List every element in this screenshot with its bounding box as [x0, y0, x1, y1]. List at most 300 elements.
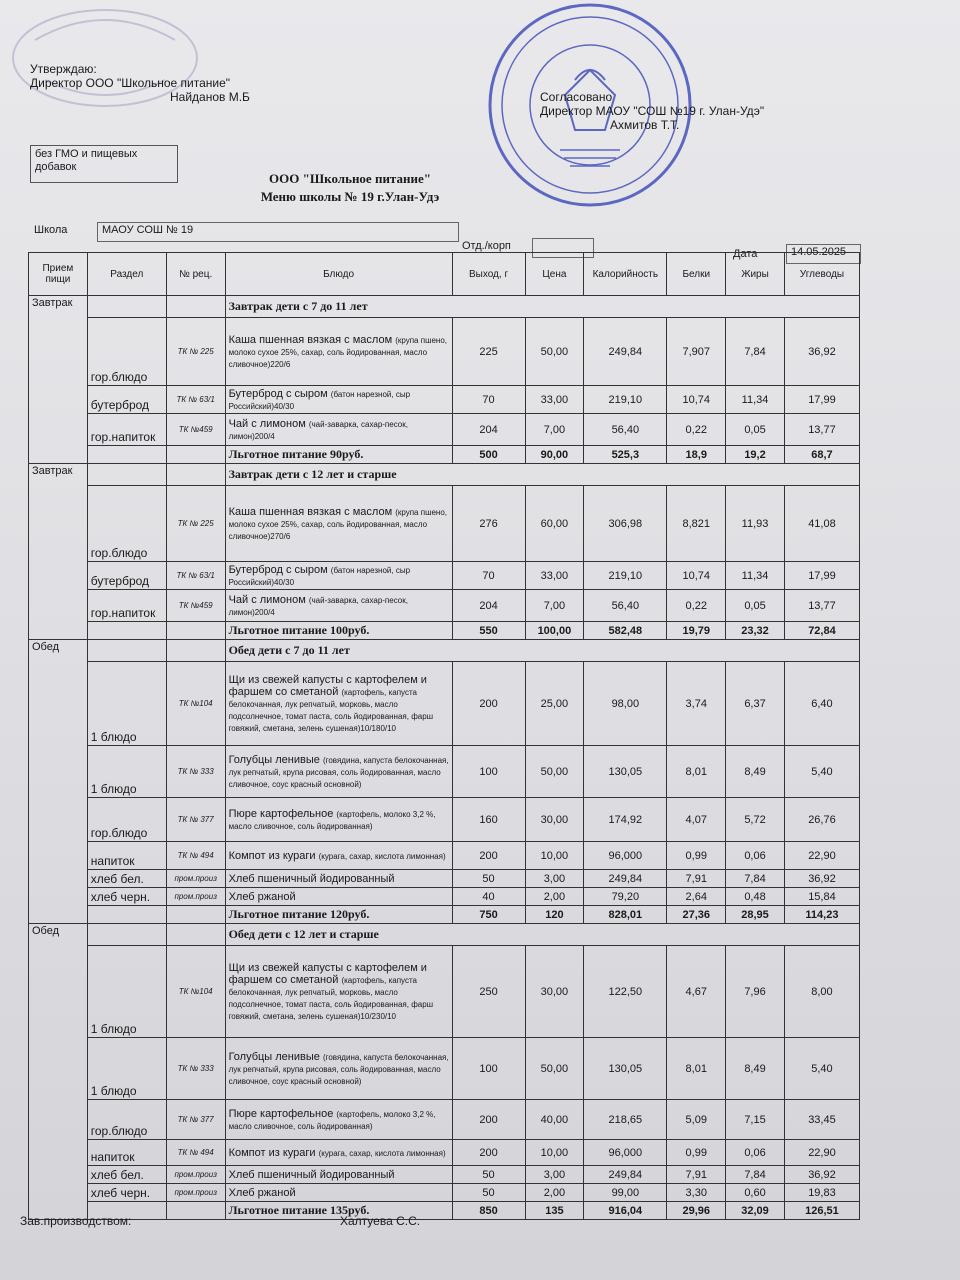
value-protein: 4,07	[667, 798, 726, 842]
approval-block	[30, 62, 280, 104]
section-cell	[87, 622, 166, 640]
dish-name: Бутерброд с сыром	[228, 387, 328, 400]
meal-cell: Завтрак	[29, 296, 88, 464]
value-carbs: 6,40	[784, 662, 859, 746]
table-row	[29, 1140, 860, 1166]
meal-cell: Завтрак	[29, 464, 88, 640]
value-kcal: 306,98	[584, 486, 667, 562]
value-yield: 50	[452, 1184, 525, 1202]
dish-ingredients: (говядина, капуста белокочанная, лук репчатый, крупа рисовая, соль йодированная, масло сливочное, соус красный основной)	[228, 1052, 449, 1086]
value-kcal: 249,84	[584, 318, 667, 386]
value-carbs: 8,00	[784, 946, 859, 1038]
total-label: Льготное питание 135руб.	[225, 1202, 452, 1220]
approval-role: Директор ООО "Школьное питание"	[30, 76, 231, 90]
dish-ingredients: (чай-заварка, сахар-песок, лимон)200/4	[228, 595, 408, 617]
group-total-row	[29, 622, 860, 640]
total-carbs: 126,51	[784, 1202, 859, 1220]
dept-label: Отд./корп	[462, 240, 511, 252]
agreement-role: Директор МАОУ "СОШ №19 г. Улан-Удэ"	[540, 104, 765, 118]
total-protein: 19,79	[667, 622, 726, 640]
agreement-title: Согласовано	[540, 90, 613, 104]
group-total-row	[29, 906, 860, 924]
recipe-cell: ТК №459	[166, 414, 225, 446]
section-cell: напиток	[87, 1140, 166, 1166]
meal-cell: Обед	[29, 924, 88, 1220]
dish-name: Чай с лимоном	[228, 593, 306, 606]
value-protein: 7,907	[667, 318, 726, 386]
meal-cell: Обед	[29, 640, 88, 924]
dish-name: Хлеб ржаной	[228, 890, 296, 903]
document-heading	[200, 170, 500, 206]
section-cell	[87, 924, 166, 946]
table-row	[29, 1166, 860, 1184]
company-name: ООО "Школьное питание"	[269, 171, 431, 186]
group-title: Завтрак дети с 12 лет и старше	[225, 464, 859, 486]
value-carbs: 36,92	[784, 1166, 859, 1184]
value-fat: 11,34	[726, 562, 785, 590]
value-carbs: 5,40	[784, 746, 859, 798]
dish-ingredients: (картофель, молоко 3,2 %, масло сливочное, соль йодированная)	[228, 1109, 436, 1131]
menu-table	[28, 252, 860, 1220]
dish-ingredients: (крупа пшено, молоко сухое 25%, сахар, соль йодированная, масло сливочное)220/6	[228, 335, 448, 369]
col-dish: Блюдо	[225, 253, 452, 296]
dish-name: Пюре картофельное	[228, 1107, 334, 1120]
total-yield: 850	[452, 1202, 525, 1220]
dish-name: Хлеб ржаной	[228, 1186, 296, 1199]
value-protein: 0,22	[667, 590, 726, 622]
recipe-cell: пром.произ	[166, 888, 225, 906]
table-row	[29, 1100, 860, 1140]
group-total-row	[29, 1202, 860, 1220]
value-protein: 0,22	[667, 414, 726, 446]
value-kcal: 96,000	[584, 842, 667, 870]
dish-name: Пюре картофельное	[228, 807, 334, 820]
value-fat: 5,72	[726, 798, 785, 842]
section-cell: бутерброд	[87, 386, 166, 414]
value-protein: 7,91	[667, 870, 726, 888]
dish-cell	[225, 662, 452, 746]
dish-name: Голубцы ленивые	[228, 1050, 320, 1063]
dish-name: Каша пшенная вязкая с маслом	[228, 333, 393, 346]
table-row	[29, 870, 860, 888]
value-carbs: 36,92	[784, 870, 859, 888]
total-protein: 27,36	[667, 906, 726, 924]
table-row	[29, 798, 860, 842]
value-carbs: 15,84	[784, 888, 859, 906]
value-yield: 225	[452, 318, 525, 386]
recipe-cell: ТК № 333	[166, 1038, 225, 1100]
dish-ingredients: (батон нарезной, сыр Российский)40/30	[228, 389, 411, 411]
value-price: 40,00	[525, 1100, 584, 1140]
value-kcal: 98,00	[584, 662, 667, 746]
value-carbs: 13,77	[784, 414, 859, 446]
section-cell: хлеб бел.	[87, 870, 166, 888]
dish-name: Бутерброд с сыром	[228, 563, 328, 576]
recipe-cell: ТК № 63/1	[166, 386, 225, 414]
dish-ingredients: (картофель, капуста белокочанная, лук репчатый, морковь, масло подсолнечное, томат паста, соль йодированная, фарш говяжий, сметана, зелень сушеная)10/180/10	[228, 687, 434, 733]
total-fat: 19,2	[726, 446, 785, 464]
dish-cell	[225, 1038, 452, 1100]
value-fat: 0,48	[726, 888, 785, 906]
value-fat: 7,84	[726, 318, 785, 386]
recipe-cell: ТК № 225	[166, 318, 225, 386]
recipe-cell: пром.произ	[166, 1184, 225, 1202]
recipe-cell: ТК № 333	[166, 746, 225, 798]
total-fat: 23,32	[726, 622, 785, 640]
value-price: 50,00	[525, 1038, 584, 1100]
section-cell: бутерброд	[87, 562, 166, 590]
value-fat: 7,96	[726, 946, 785, 1038]
recipe-cell	[166, 464, 225, 486]
section-cell: гор.напиток	[87, 414, 166, 446]
total-kcal: 525,3	[584, 446, 667, 464]
col-meal: Прием пищи	[29, 253, 88, 296]
agreement-block	[540, 90, 840, 132]
value-kcal: 130,05	[584, 1038, 667, 1100]
group-total-row	[29, 446, 860, 464]
value-price: 25,00	[525, 662, 584, 746]
section-cell: хлеб бел.	[87, 1166, 166, 1184]
table-header-row	[29, 253, 860, 296]
value-protein: 3,30	[667, 1184, 726, 1202]
value-protein: 4,67	[667, 946, 726, 1038]
recipe-cell	[166, 446, 225, 464]
value-carbs: 41,08	[784, 486, 859, 562]
table-row	[29, 386, 860, 414]
section-cell	[87, 296, 166, 318]
dish-cell	[225, 414, 452, 446]
value-price: 10,00	[525, 842, 584, 870]
value-protein: 8,821	[667, 486, 726, 562]
value-price: 60,00	[525, 486, 584, 562]
footer-role: Зав.производством:	[20, 1214, 132, 1228]
menu-title: Меню школы № 19 г.Улан-Удэ	[260, 189, 440, 204]
total-label: Льготное питание 120руб.	[225, 906, 452, 924]
dish-cell	[225, 562, 452, 590]
value-carbs: 5,40	[784, 1038, 859, 1100]
section-cell: 1 блюдо	[87, 662, 166, 746]
total-price: 135	[525, 1202, 584, 1220]
group-title-row	[29, 296, 860, 318]
dish-cell	[225, 486, 452, 562]
section-cell: хлеб черн.	[87, 1184, 166, 1202]
value-fat: 7,84	[726, 870, 785, 888]
recipe-cell: ТК № 494	[166, 1140, 225, 1166]
value-yield: 70	[452, 386, 525, 414]
total-yield: 550	[452, 622, 525, 640]
value-carbs: 22,90	[784, 842, 859, 870]
total-price: 100,00	[525, 622, 584, 640]
value-yield: 250	[452, 946, 525, 1038]
dish-name: Щи из свежей капусты с картофелем и фаршем со сметаной	[228, 673, 427, 698]
value-price: 3,00	[525, 870, 584, 888]
value-fat: 0,05	[726, 414, 785, 446]
group-title: Обед дети с 7 до 11 лет	[225, 640, 859, 662]
dish-ingredients: (картофель, молоко 3,2 %, масло сливочное, соль йодированная)	[228, 809, 436, 831]
value-fat: 0,06	[726, 842, 785, 870]
date-field: 14.05.2025	[786, 244, 861, 264]
value-yield: 50	[452, 870, 525, 888]
value-fat: 8,49	[726, 1038, 785, 1100]
value-fat: 11,34	[726, 386, 785, 414]
date-label: Дата	[733, 248, 758, 260]
dish-ingredients: (картофель, капуста белокочанная, лук репчатый, морковь, масло подсолнечное, томат паста, соль йодированная, фарш говяжий, сметана, зелень сушеная)10/230/10	[228, 975, 434, 1021]
recipe-cell	[166, 924, 225, 946]
dish-cell	[225, 746, 452, 798]
dish-name: Компот из кураги	[228, 849, 316, 862]
section-cell	[87, 446, 166, 464]
value-yield: 200	[452, 842, 525, 870]
dish-cell	[225, 842, 452, 870]
dish-ingredients: (курага, сахар, кислота лимонная)	[318, 851, 446, 861]
recipe-cell	[166, 622, 225, 640]
recipe-cell: ТК № 225	[166, 486, 225, 562]
value-yield: 204	[452, 590, 525, 622]
value-protein: 10,74	[667, 562, 726, 590]
table-row	[29, 562, 860, 590]
value-price: 10,00	[525, 1140, 584, 1166]
value-kcal: 174,92	[584, 798, 667, 842]
value-protein: 10,74	[667, 386, 726, 414]
value-fat: 8,49	[726, 746, 785, 798]
value-yield: 160	[452, 798, 525, 842]
total-carbs: 114,23	[784, 906, 859, 924]
dish-name: Компот из кураги	[228, 1146, 316, 1159]
table-row	[29, 486, 860, 562]
value-protein: 7,91	[667, 1166, 726, 1184]
dish-ingredients: (батон нарезной, сыр Российский)40/30	[228, 565, 411, 587]
dish-name: Щи из свежей капусты с картофелем и фаршем со сметаной	[228, 961, 427, 986]
total-yield: 500	[452, 446, 525, 464]
col-yield: Выход, г	[452, 253, 525, 296]
value-protein: 0,99	[667, 842, 726, 870]
dish-name: Хлеб пшеничный йодированный	[228, 1168, 395, 1181]
value-kcal: 56,40	[584, 590, 667, 622]
section-cell	[87, 640, 166, 662]
total-kcal: 828,01	[584, 906, 667, 924]
table-row	[29, 414, 860, 446]
col-carbs: Углеводы	[784, 253, 859, 296]
recipe-cell: ТК № 63/1	[166, 562, 225, 590]
section-cell: 1 блюдо	[87, 946, 166, 1038]
dish-ingredients: (говядина, капуста белокочанная, лук репчатый, крупа рисовая, соль йодированная, масло сливочное, соус красный основной)	[228, 755, 449, 789]
section-cell: 1 блюдо	[87, 746, 166, 798]
approval-name: Найданов М.Б	[170, 90, 250, 104]
value-protein: 5,09	[667, 1100, 726, 1140]
approval-title: Утверждаю:	[30, 62, 97, 76]
school-label: Школа	[34, 224, 68, 236]
value-kcal: 99,00	[584, 1184, 667, 1202]
section-cell: напиток	[87, 842, 166, 870]
value-price: 3,00	[525, 1166, 584, 1184]
section-cell: гор.блюдо	[87, 1100, 166, 1140]
value-yield: 70	[452, 562, 525, 590]
recipe-cell	[166, 640, 225, 662]
value-kcal: 219,10	[584, 562, 667, 590]
dish-cell	[225, 1184, 452, 1202]
total-protein: 18,9	[667, 446, 726, 464]
section-cell: хлеб черн.	[87, 888, 166, 906]
table-row	[29, 946, 860, 1038]
total-protein: 29,96	[667, 1202, 726, 1220]
dish-cell	[225, 590, 452, 622]
value-kcal: 249,84	[584, 870, 667, 888]
total-label: Льготное питание 100руб.	[225, 622, 452, 640]
recipe-cell	[166, 296, 225, 318]
group-title-row	[29, 464, 860, 486]
value-fat: 6,37	[726, 662, 785, 746]
dish-ingredients: (чай-заварка, сахар-песок, лимон)200/4	[228, 419, 408, 441]
value-carbs: 13,77	[784, 590, 859, 622]
value-fat: 0,05	[726, 590, 785, 622]
value-yield: 200	[452, 662, 525, 746]
recipe-cell: ТК № 377	[166, 1100, 225, 1140]
footer-name: Халтуева С.С.	[340, 1214, 421, 1228]
value-price: 7,00	[525, 414, 584, 446]
value-fat: 7,15	[726, 1100, 785, 1140]
value-yield: 40	[452, 888, 525, 906]
recipe-cell	[166, 906, 225, 924]
agreement-name: Ахмитов Т.Т.	[610, 118, 680, 132]
value-protein: 3,74	[667, 662, 726, 746]
value-price: 30,00	[525, 798, 584, 842]
value-kcal: 249,84	[584, 1166, 667, 1184]
dish-name: Каша пшенная вязкая с маслом	[228, 505, 393, 518]
dish-name: Голубцы ленивые	[228, 753, 320, 766]
table-row	[29, 888, 860, 906]
value-fat: 7,84	[726, 1166, 785, 1184]
recipe-cell: пром.произ	[166, 870, 225, 888]
value-carbs: 22,90	[784, 1140, 859, 1166]
section-cell	[87, 464, 166, 486]
recipe-cell: ТК №104	[166, 662, 225, 746]
section-cell: гор.блюдо	[87, 798, 166, 842]
value-carbs: 26,76	[784, 798, 859, 842]
dish-ingredients: (курага, сахар, кислота лимонная)	[318, 1148, 446, 1158]
total-fat: 28,95	[726, 906, 785, 924]
recipe-cell: ТК №104	[166, 946, 225, 1038]
dish-cell	[225, 870, 452, 888]
dish-name: Чай с лимоном	[228, 417, 306, 430]
section-cell: гор.блюдо	[87, 318, 166, 386]
value-price: 50,00	[525, 746, 584, 798]
table-row	[29, 746, 860, 798]
col-section: Раздел	[87, 253, 166, 296]
value-kcal: 130,05	[584, 746, 667, 798]
dish-cell	[225, 1140, 452, 1166]
section-cell: гор.блюдо	[87, 486, 166, 562]
value-yield: 204	[452, 414, 525, 446]
value-yield: 100	[452, 746, 525, 798]
dish-cell	[225, 318, 452, 386]
group-title: Завтрак дети с 7 до 11 лет	[225, 296, 859, 318]
table-row	[29, 662, 860, 746]
value-carbs: 19,83	[784, 1184, 859, 1202]
menu-body	[29, 296, 860, 1220]
dish-ingredients: (крупа пшено, молоко сухое 25%, сахар, соль йодированная, масло сливочное)270/6	[228, 507, 448, 541]
value-price: 33,00	[525, 562, 584, 590]
dish-cell	[225, 946, 452, 1038]
value-kcal: 56,40	[584, 414, 667, 446]
value-protein: 0,99	[667, 1140, 726, 1166]
value-kcal: 79,20	[584, 888, 667, 906]
value-protein: 2,64	[667, 888, 726, 906]
group-title-row	[29, 924, 860, 946]
school-field: МАОУ СОШ № 19	[97, 222, 459, 242]
total-fat: 32,09	[726, 1202, 785, 1220]
table-row	[29, 1184, 860, 1202]
value-price: 7,00	[525, 590, 584, 622]
col-recipe: № рец.	[166, 253, 225, 296]
table-row	[29, 842, 860, 870]
table-row	[29, 1038, 860, 1100]
value-yield: 50	[452, 1166, 525, 1184]
recipe-cell	[166, 1202, 225, 1220]
value-kcal: 218,65	[584, 1100, 667, 1140]
total-price: 90,00	[525, 446, 584, 464]
value-price: 33,00	[525, 386, 584, 414]
recipe-cell: пром.произ	[166, 1166, 225, 1184]
dish-cell	[225, 888, 452, 906]
group-title-row	[29, 640, 860, 662]
value-fat: 11,93	[726, 486, 785, 562]
value-yield: 276	[452, 486, 525, 562]
value-fat: 0,06	[726, 1140, 785, 1166]
value-yield: 200	[452, 1100, 525, 1140]
section-cell	[87, 906, 166, 924]
dish-cell	[225, 386, 452, 414]
no-gmo-box: без ГМО и пищевых добавок	[30, 145, 178, 183]
value-yield: 200	[452, 1140, 525, 1166]
section-cell: гор.напиток	[87, 590, 166, 622]
value-kcal: 96,000	[584, 1140, 667, 1166]
value-carbs: 36,92	[784, 318, 859, 386]
value-price: 30,00	[525, 946, 584, 1038]
group-title: Обед дети с 12 лет и старше	[225, 924, 859, 946]
col-protein: Белки	[667, 253, 726, 296]
recipe-cell: ТК № 377	[166, 798, 225, 842]
value-carbs: 33,45	[784, 1100, 859, 1140]
value-carbs: 17,99	[784, 386, 859, 414]
value-price: 50,00	[525, 318, 584, 386]
section-cell: 1 блюдо	[87, 1038, 166, 1100]
recipe-cell: ТК №459	[166, 590, 225, 622]
dish-cell	[225, 1166, 452, 1184]
table-row	[29, 318, 860, 386]
dish-cell	[225, 798, 452, 842]
dish-cell	[225, 1100, 452, 1140]
total-kcal: 582,48	[584, 622, 667, 640]
value-price: 2,00	[525, 1184, 584, 1202]
total-price: 120	[525, 906, 584, 924]
value-kcal: 122,50	[584, 946, 667, 1038]
table-row	[29, 590, 860, 622]
total-yield: 750	[452, 906, 525, 924]
total-carbs: 72,84	[784, 622, 859, 640]
value-protein: 8,01	[667, 746, 726, 798]
total-label: Льготное питание 90руб.	[225, 446, 452, 464]
value-price: 2,00	[525, 888, 584, 906]
total-kcal: 916,04	[584, 1202, 667, 1220]
value-yield: 100	[452, 1038, 525, 1100]
value-protein: 8,01	[667, 1038, 726, 1100]
dish-name: Хлеб пшеничный йодированный	[228, 872, 395, 885]
col-price: Цена	[525, 253, 584, 296]
col-fat: Жиры	[726, 253, 785, 296]
value-kcal: 219,10	[584, 386, 667, 414]
total-carbs: 68,7	[784, 446, 859, 464]
value-carbs: 17,99	[784, 562, 859, 590]
